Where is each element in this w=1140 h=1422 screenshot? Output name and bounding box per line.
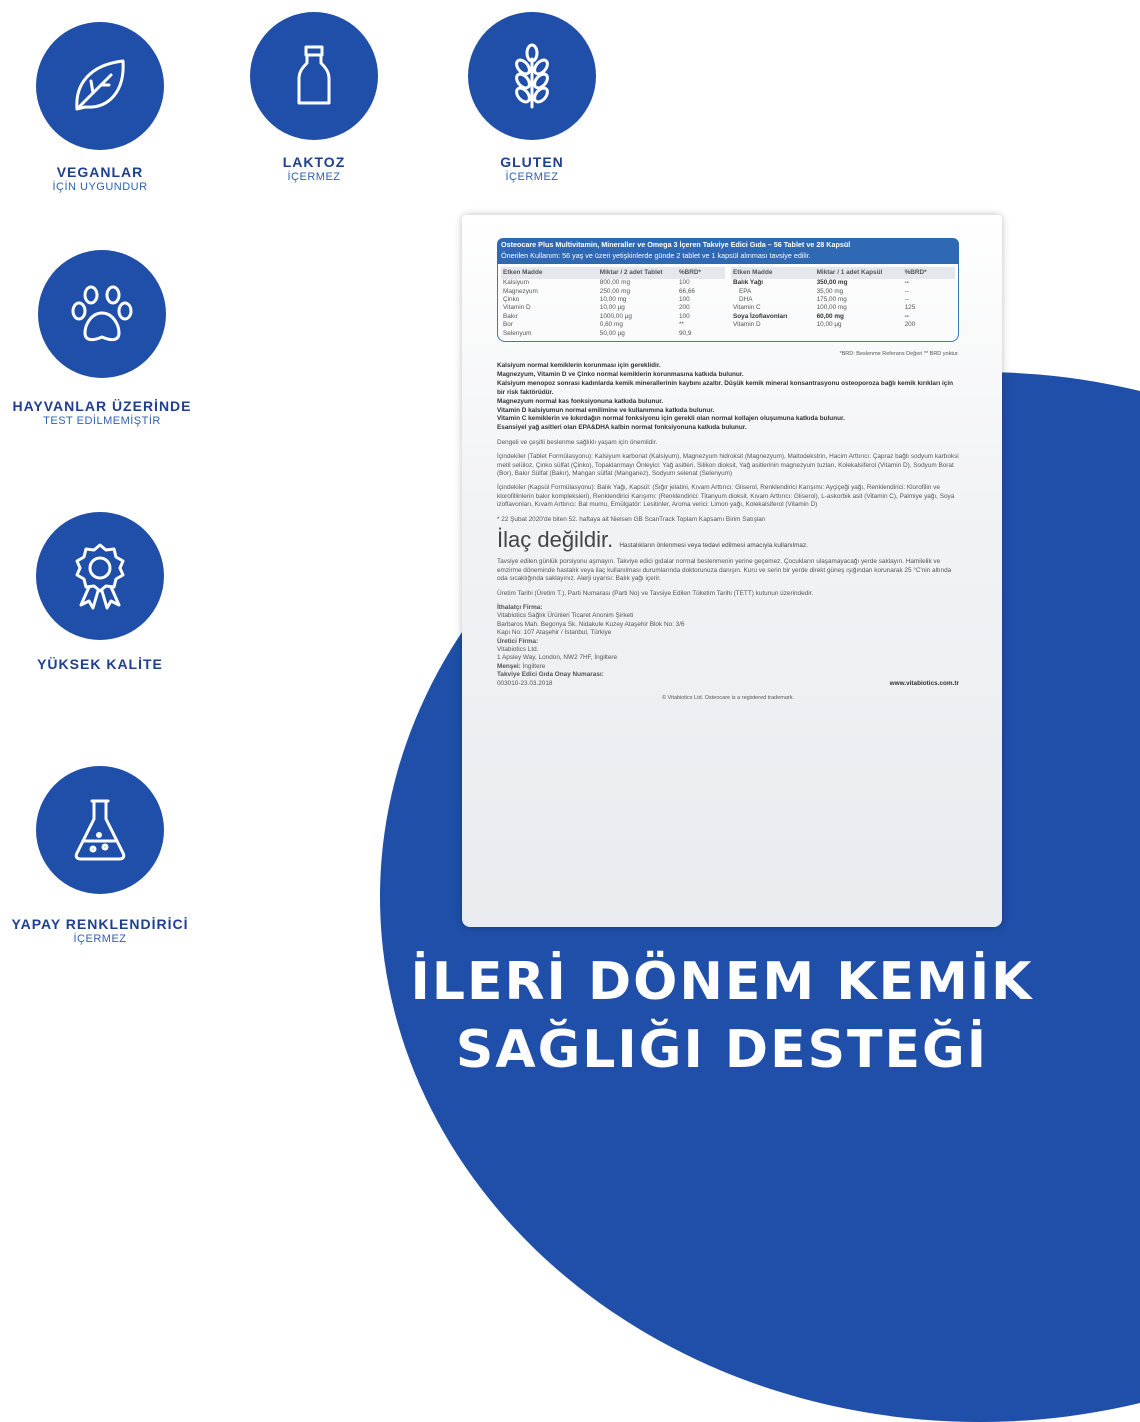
milk-bottle-icon bbox=[279, 41, 349, 111]
badge-title: LAKTOZ bbox=[282, 154, 346, 170]
tablet-table bbox=[501, 267, 725, 338]
storage-warnings: Tavsiye edilen günlük porsiyonu aşmayın. Takviye edici gıdalar normal beslenmenin yerine geçemez. Çocukların ulaşamayacağı yerde saklayın. Hamilelik ve emzirme döneminde hastalık veya ilaç kullanılması durumlarında doktorunuza danışın. Kuru ve serin bir yerde direkt güneş ışığından korunarak 25 °C'nin altında oda sıcaklığında saklayınız. Alerji uyarısı: Balık yağı içerir. bbox=[497, 558, 952, 583]
website-text: www.vitabiotics.com.tr bbox=[889, 679, 959, 687]
table-row: Magnezyum 250,00 mg 66,66 bbox=[503, 287, 695, 295]
badge-subtitle: İÇİN UYGUNDUR bbox=[52, 181, 148, 193]
not-drug-heading bbox=[497, 526, 959, 552]
importer-line: Barbaros Mah. Begonya Sk. Nidakule Kuzey Ataşehir Blok No: 3/6 bbox=[497, 620, 685, 628]
dates-note: Üretim Tarihi (Üretim T.), Parti Numarası (Parti No) ve Tavsiye Edilen Tüketim Tarihi (TETT) kutunun üzerindedir. bbox=[497, 589, 814, 597]
list-item: Kalsiyum normal kemiklerin korunması için gereklidir. bbox=[497, 362, 661, 370]
table-row: Vitamin D 10,00 µg 200 bbox=[733, 321, 916, 329]
label-usage: Önerilen Kullanım: 56 yaş ve üzeri yetişkinlerde günde 2 tablet ve 1 kapsül alınması tavsiye edilir. bbox=[497, 252, 959, 263]
badge-title: YAPAY RENKLENDİRİCİ bbox=[11, 916, 189, 932]
column-header: Etken Madde bbox=[503, 268, 543, 276]
badge-gluten bbox=[452, 12, 612, 184]
column-header: Etken Madde bbox=[733, 268, 773, 276]
not-drug-text: İlaç değildir. bbox=[497, 526, 614, 552]
importer-line: Kapı No: 107 Ataşehir / İstanbul, Türkiye bbox=[497, 629, 612, 637]
trademark-note: © Vitabiotics Ltd. Osteocare is a registered trademark. bbox=[661, 695, 795, 702]
label-header: Osteocare Plus Multivitamin, Mineraller ve Omega 3 İçeren Takviye Edici Gıda – 56 Tablet ve 28 Kapsül bbox=[497, 238, 959, 252]
badge-circle bbox=[468, 12, 596, 140]
source-note: * 22 Şubat 2020'de biten 52. haftaya ait Nielsen GB ScanTrack Toplam Kapsamı Birim Satışları bbox=[497, 515, 766, 523]
manufacturer-line: 1 Apsley Way, London, NW2 7HF, İngiltere bbox=[497, 654, 618, 662]
list-item: Vitamin C kemiklerin ve kıkırdağın normal fonksiyonu için gerekli olan normal kollajen oluşumuna katkıda bulunur. bbox=[497, 415, 845, 423]
origin-title: Menşei: bbox=[497, 662, 521, 670]
list-item: Kalsiyum menopoz sonrası kadınlarda kemik minerallerinin kaybını azaltır. Düşük kemik mineral konsantrasyonu osteoporoza bağlı kemik kırıkları için bir risk faktörüdür. bbox=[497, 380, 954, 396]
headline bbox=[372, 948, 1072, 1084]
tablet-ingredients: İçindekiler (Tablet Formülasyonu): Kalsiyum karbonat (Kalsiyum), Magnezyum hidroksit (Magnezyum), Maltodekstrin, Hacim Arttırıcı: Çapraz bağlı sodyum karboksi metil selüloz, Çinko sülfat (Çinko), Topaklanmayı Önleyici: Yağ asitleri, Silikon dioksit, Yağ asitlerinin magnezyum tuzları, Kolekalsiferol (Vitamin D), Sodyum Borat (Bor), Bakır Sülfat (Bakır), Mangan sülfat (Manganez), Sodyum selenat (Selenyum) bbox=[497, 453, 959, 477]
wheat-icon bbox=[497, 41, 567, 111]
badge-circle bbox=[250, 12, 378, 140]
approval-number: 003010-23.03.2018 bbox=[497, 679, 553, 687]
table-row: DHA 175,00 mg -- bbox=[739, 296, 909, 304]
table-row: Balık Yağı 350,00 mg -- bbox=[733, 279, 909, 287]
leaf-icon bbox=[65, 51, 135, 121]
flask-icon bbox=[65, 795, 135, 865]
badge-subtitle: TEST EDİLMEMİŞTİR bbox=[43, 415, 161, 427]
badge-title: HAYVANLAR ÜZERİNDE bbox=[12, 398, 192, 414]
table-row: Bakır 1000,00 µg 100 bbox=[503, 312, 690, 320]
badge-lactose bbox=[234, 12, 394, 184]
importer-block bbox=[497, 604, 959, 688]
column-header: %BRD* bbox=[904, 268, 927, 276]
list-item: Esansiyel yağ asitleri olan EPA&DHA kalbin normal fonksiyonuna katkıda bulunur. bbox=[497, 424, 747, 432]
quality-ribbon-icon bbox=[65, 541, 135, 611]
table-row: Bor 0,60 mg ** bbox=[503, 321, 684, 329]
table-row: Selenyum 50,00 µg 90,9 bbox=[503, 329, 692, 337]
column-header: Miktar / 2 adet Tablet bbox=[599, 268, 663, 276]
product-label bbox=[497, 238, 959, 906]
headline-line-2: SAĞLIĞI DESTEĞİ bbox=[455, 1020, 989, 1080]
badge-subtitle: İÇERMEZ bbox=[73, 933, 127, 945]
table-row: Vitamin D 10,00 µg 200 bbox=[503, 304, 690, 312]
table-row: EPA 35,00 mg -- bbox=[739, 287, 909, 295]
badge-circle bbox=[38, 250, 166, 378]
brd-note: *BRD: Beslenme Referans Değeri ** BRD yoktur. bbox=[839, 351, 959, 358]
badge-title: VEGANLAR bbox=[56, 164, 144, 180]
badge-artificial-color bbox=[0, 766, 208, 946]
table-row: Vitamin C 100,00 mg 125 bbox=[733, 304, 916, 312]
table-row: Çinko 10,00 mg 100 bbox=[503, 296, 690, 304]
nutrition-tables bbox=[497, 264, 959, 342]
list-item: Magnezyum normal kas fonksiyonuna katkıda bulunur. bbox=[497, 397, 664, 405]
badge-circle bbox=[36, 766, 164, 894]
capsule-table bbox=[731, 267, 955, 338]
list-item: Vitamin D kalsiyumun normal emilimine ve kullanımına katkıda bulunur. bbox=[497, 406, 715, 414]
column-header: %BRD* bbox=[678, 268, 701, 276]
origin-value: İngiltere bbox=[522, 662, 546, 670]
diet-note: Dengeli ve çeşitli beslenme sağlıklı yaşam için önemlidir. bbox=[497, 438, 658, 446]
table-row: Soya İzoflavonları 60,00 mg -- bbox=[733, 312, 909, 320]
importer-title: İthalatçı Firma: bbox=[497, 604, 543, 611]
manufacturer-line: Vitabiotics Ltd. bbox=[497, 646, 539, 654]
list-item: Magnezyum, Vitamin D ve Çinko normal kemiklerin korunmasına katkıda bulunur. bbox=[497, 371, 744, 379]
importer-line: Vitabiotics Sağlık Ürünleri Ticaret Anonim Şirketi bbox=[497, 612, 634, 620]
badge-circle bbox=[36, 512, 164, 640]
column-header: Miktar / 1 adet Kapsül bbox=[816, 268, 883, 276]
badge-circle bbox=[36, 22, 164, 150]
badge-animal-testing bbox=[0, 250, 204, 428]
badge-title: YÜKSEK KALİTE bbox=[37, 656, 163, 672]
table-header bbox=[731, 267, 955, 279]
headline-line-1: İLERİ DÖNEM KEMİK bbox=[410, 952, 1034, 1012]
approval-title: Takviye Edici Gıda Onay Numarası: bbox=[497, 671, 604, 679]
badge-quality bbox=[20, 512, 180, 672]
table-row: Kalsiyum 800,00 mg 100 bbox=[503, 279, 690, 287]
paw-icon bbox=[67, 279, 137, 349]
badge-subtitle: İÇERMEZ bbox=[505, 171, 559, 183]
badge-title: GLUTEN bbox=[500, 154, 564, 170]
badge-subtitle: İÇERMEZ bbox=[287, 171, 341, 183]
health-claims bbox=[497, 362, 959, 432]
manufacturer-title: Üretici Firma: bbox=[497, 637, 539, 645]
capsule-ingredients: İçindekiler (Kapsül Formülasyonu): Balık Yağı, Kapsül: (Sığır jelatini, Kıvam Arttırıcı: Gliserol, Renklendirici Karışımı: Ayçiçeği yağı, Renklendirici: Klorofilin ve klorofillinlerin bakır kompleksleri), Renklendirici Karışımı: (Renklendirici: Titanyum dioksit, Kıvam Arttırıcı: Gliserol), L-askorbik asit (Vitamin C), Palmiye yağı, Soya izoflavonları, Kıvam Arttırıcı: Bal mumu, Emülgatör: Lesitinler, Aroma verici: Limon yağı, Kolekalsiferol (Vitamin D) bbox=[497, 484, 955, 509]
badge-vegan bbox=[20, 22, 180, 194]
table-header bbox=[501, 267, 725, 279]
not-drug-subtext: Hastalıkların önlenmesi veya tedavi edilmesi amacıyla kullanılmaz. bbox=[619, 541, 808, 549]
